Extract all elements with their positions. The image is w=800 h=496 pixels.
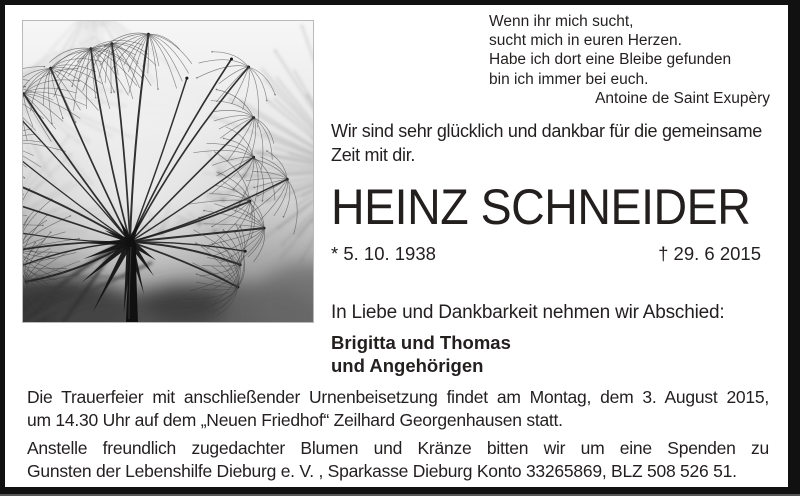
funeral-notice-line: um 14.30 Uhr auf dem „Neuen Friedhof“ Zeilhard Georgenhausen statt. [27, 409, 563, 430]
life-dates [331, 243, 761, 265]
funeral-notice [27, 386, 769, 431]
donation-notice-line: Anstelle freundlich zugedachter Blumen und Kränze bitten wir um eine Spenden zu [27, 438, 769, 458]
donation-notice-line: Gunsten der Lebenshilfe Dieburg e. V. , Sparkasse Dieburg Konto 33265869, BLZ 508 526 51. [27, 460, 737, 481]
death-date: † 29. 6 2015 [658, 243, 761, 264]
mourners-line: und Angehörigen [331, 354, 484, 376]
mourners-line: Brigitta und Thomas [331, 332, 511, 353]
poem-line: Wenn ihr mich sucht, [489, 13, 634, 30]
deceased-name-text: HEINZ SCHNEIDER [331, 179, 751, 235]
farewell-line: In Liebe und Dankbarkeit nehmen wir Abschied: [331, 302, 725, 323]
intro-line: Wir sind sehr glücklich und dankbar für die gemeinsame [331, 121, 763, 141]
poem-attribution: Antoine de Saint Exupèry [595, 89, 770, 107]
intro-block [331, 119, 762, 167]
obituary-sheet [5, 5, 788, 487]
dandelion-photo [23, 21, 313, 322]
donation-notice [27, 437, 769, 482]
funeral-notice-line: Die Trauerfeier mit anschließender Urnenbeisetzung findet am Montag, dem 3. August 2015, [27, 387, 769, 407]
poem-line: Habe ich dort eine Bleibe gefunden [489, 51, 732, 69]
mourners-block [331, 332, 511, 377]
poem-line: sucht mich in euren Herzen. [489, 32, 682, 50]
intro-line: Zeit mit dir. [331, 145, 416, 165]
deceased-name [331, 181, 782, 233]
birth-date: * 5. 10. 1938 [331, 243, 436, 264]
poem-line: bin ich immer bei euch. [489, 70, 649, 88]
dandelion-illustration [23, 21, 313, 322]
poem-block [489, 12, 770, 108]
